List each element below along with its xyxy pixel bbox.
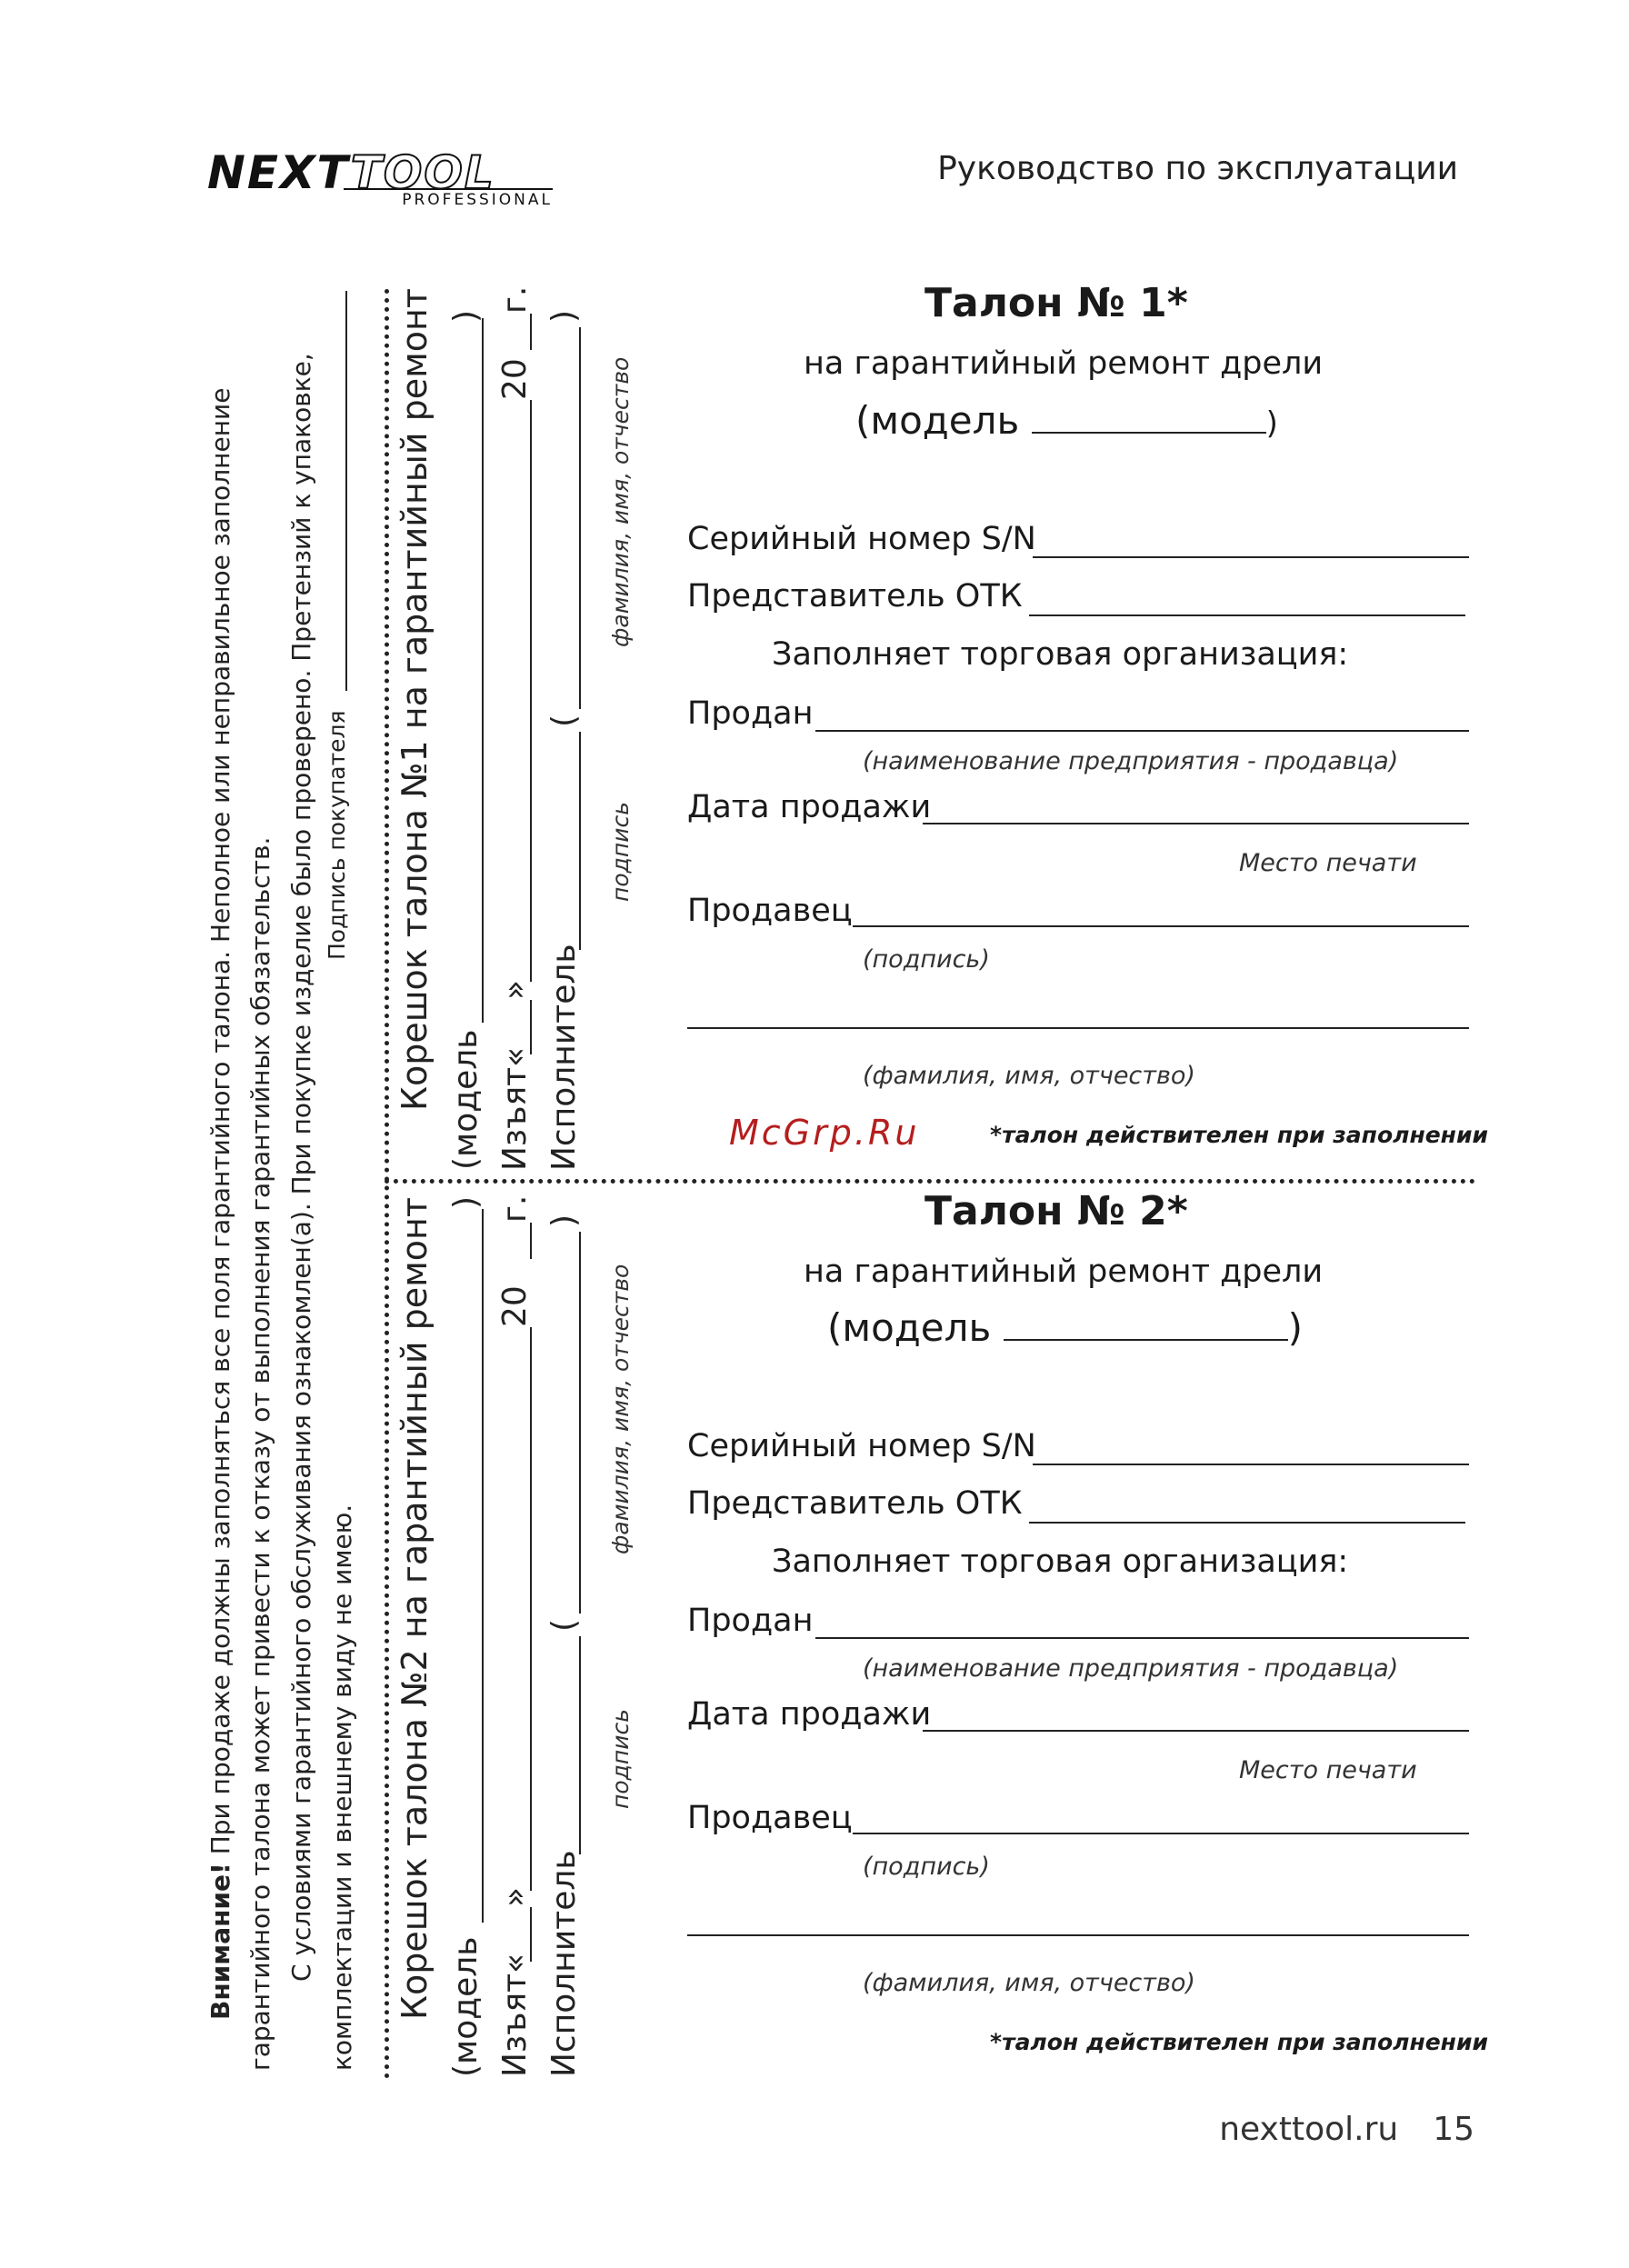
stub2-fio-line[interactable] (579, 1232, 581, 1614)
stub2-sign-line[interactable] (579, 1636, 581, 1854)
stub1-sign-note: подпись (607, 802, 634, 902)
coupon1-serial-label: Серийный номер S/N (687, 521, 1036, 557)
watermark: McGrp.Ru (729, 1113, 920, 1153)
coupon2-sold-line[interactable] (815, 1637, 1469, 1639)
stub1-model-close: ) (447, 309, 485, 323)
page-number: 15 (1433, 2111, 1474, 2148)
coupon1-title: Талон № 1* (924, 280, 1188, 326)
coupon1-sold-line[interactable] (815, 730, 1469, 732)
stub1-model-line[interactable] (482, 318, 484, 1023)
coupon2-sold-note: (наименование предприятия - продавца) (863, 1654, 1399, 1683)
stub2-year: 20 (496, 1285, 534, 1327)
coupon2-serial-line[interactable] (1033, 1464, 1469, 1465)
stub1-model: (модель (447, 1029, 485, 1170)
stub2-model: (модель (447, 1936, 485, 2077)
stub1-month-line[interactable] (530, 400, 532, 982)
warning-line-2: гарантийного талона может привести к отказу от выполнения гарантийных обязательств. (245, 836, 275, 2071)
stub2-title: Корешок талона №2 на гарантийный ремонт (395, 1197, 435, 2020)
coupon2-subtitle: на гарантийный ремонт дрели (804, 1254, 1324, 1290)
coupon2-model-blank[interactable] (1004, 1339, 1288, 1341)
warning-line-1 (205, 388, 235, 2020)
coupon2-signature-note: (подпись) (863, 1853, 990, 1881)
page-header-title: Руководство по эксплуатации (937, 150, 1458, 187)
warning-bold: Внимание! (205, 1863, 235, 2020)
buyer-signature-line[interactable] (345, 291, 347, 691)
stub2-quote: » (496, 1886, 534, 1907)
coupon1-fio-note: (фамилия, имя, отчество) (863, 1062, 1195, 1090)
vertical-cut-line (385, 289, 389, 2080)
coupon1-sold-note: (наименование предприятия - продавца) (863, 747, 1399, 775)
stub1-fio-open: ( (545, 714, 583, 727)
logo-tool: TOOL (350, 146, 495, 199)
stub2-executor: Исполнитель (545, 1850, 583, 2077)
coupon1-stamp-note: Место печати (1239, 849, 1417, 877)
stub2-year-g: г. (496, 1194, 534, 1223)
coupon1-date-label: Дата продажи (687, 789, 932, 825)
page-footer (1219, 2111, 1474, 2148)
stub2-fio-open: ( (545, 1618, 583, 1632)
coupon1-subtitle: на гарантийный ремонт дрели (804, 345, 1324, 382)
stub2-day-line[interactable] (530, 1907, 532, 1962)
footer-site: nexttool.ru (1219, 2111, 1399, 2148)
coupon2-serial-label: Серийный номер S/N (687, 1428, 1036, 1464)
stub1-taken: Изъят« (496, 1046, 534, 1171)
stub2-month-line[interactable] (530, 1327, 532, 1891)
coupon1-model-blank[interactable] (1032, 432, 1266, 434)
brand-logo (207, 146, 553, 209)
stub1-year: 20 (496, 358, 534, 400)
stub1-year-line[interactable] (530, 314, 532, 350)
coupon1-model-close: ) (1265, 405, 1278, 442)
horizontal-cut-line (385, 1179, 1475, 1184)
stub1-fio-note: фамилия, имя, отчество (607, 356, 634, 647)
logo-subtitle: PROFESSIONAL (344, 188, 553, 209)
coupon1-fio-line[interactable] (687, 1027, 1469, 1029)
coupon1-org-heading: Заполняет торговая организация: (772, 636, 1349, 673)
coupon2-otk-label: Представитель ОТК (687, 1485, 1023, 1522)
coupon2-fio-line[interactable] (687, 1934, 1469, 1936)
coupon1-otk-line[interactable] (1029, 614, 1465, 616)
warning-line-3: С условиями гарантийного обслуживания ознакомлен(а). При покупке изделие было проверено. Претензий к упаковке, (286, 353, 316, 1982)
stub2-sign-note: подпись (607, 1709, 634, 1809)
stub1-fio-line[interactable] (579, 327, 581, 709)
coupon1-footnote: *талон действителен при заполнении (990, 1122, 1488, 1148)
coupon1-date-line[interactable] (923, 823, 1469, 824)
stub1-fio-close: ) (545, 309, 583, 323)
coupon1-otk-label: Представитель ОТК (687, 578, 1023, 614)
coupon1-sold-label: Продан (687, 695, 814, 732)
coupon2-model-close: ) (1287, 1305, 1303, 1350)
stub2-fio-note: фамилия, имя, отчество (607, 1264, 634, 1554)
stub2-model-close: ) (447, 1195, 485, 1209)
stub1-day-line[interactable] (530, 1000, 532, 1054)
stub1-sign-line[interactable] (579, 732, 581, 950)
coupon1-model (855, 398, 1278, 443)
warning-line-4: комплектации и внешнему виду не имею. (327, 1504, 357, 2071)
logo-next: NEXT (207, 146, 351, 199)
stub1-year-g: г. (496, 285, 534, 314)
coupon1-seller-label: Продавец (687, 893, 853, 929)
coupon2-sold-label: Продан (687, 1603, 814, 1639)
buyer-signature-label: Подпись покупателя (324, 710, 350, 960)
stub2-taken: Изъят« (496, 1953, 534, 2077)
stub2-year-line[interactable] (530, 1223, 532, 1259)
coupon2-seller-line[interactable] (853, 1833, 1469, 1834)
coupon2-date-label: Дата продажи (687, 1696, 932, 1733)
coupon2-date-line[interactable] (923, 1730, 1469, 1732)
coupon1-serial-line[interactable] (1033, 556, 1469, 558)
coupon1-seller-line[interactable] (853, 925, 1469, 927)
stub1-quote: » (496, 979, 534, 1000)
coupon2-model-label: (модель (827, 1305, 992, 1350)
coupon2-otk-line[interactable] (1029, 1522, 1465, 1524)
stub1-executor: Исполнитель (545, 944, 583, 1171)
stub1-title: Корешок талона №1 на гарантийный ремонт (395, 288, 435, 1111)
coupon2-title: Талон № 2* (924, 1188, 1188, 1234)
stub2-model-line[interactable] (482, 1209, 484, 1923)
coupon2-model (827, 1305, 1303, 1350)
coupon2-org-heading: Заполняет торговая организация: (772, 1544, 1349, 1580)
coupon2-stamp-note: Место печати (1239, 1756, 1417, 1784)
coupon1-signature-note: (подпись) (863, 945, 990, 974)
coupon2-fio-note: (фамилия, имя, отчество) (863, 1969, 1195, 1997)
warning-text-1: При продаже должны заполняться все поля гарантийного талона. Неполное или неправильное заполнение (205, 387, 235, 1863)
coupon2-seller-label: Продавец (687, 1800, 853, 1836)
stub2-fio-close: ) (545, 1214, 583, 1227)
coupon1-model-label: (модель (855, 398, 1020, 443)
coupon2-footnote: *талон действителен при заполнении (990, 2029, 1488, 2055)
